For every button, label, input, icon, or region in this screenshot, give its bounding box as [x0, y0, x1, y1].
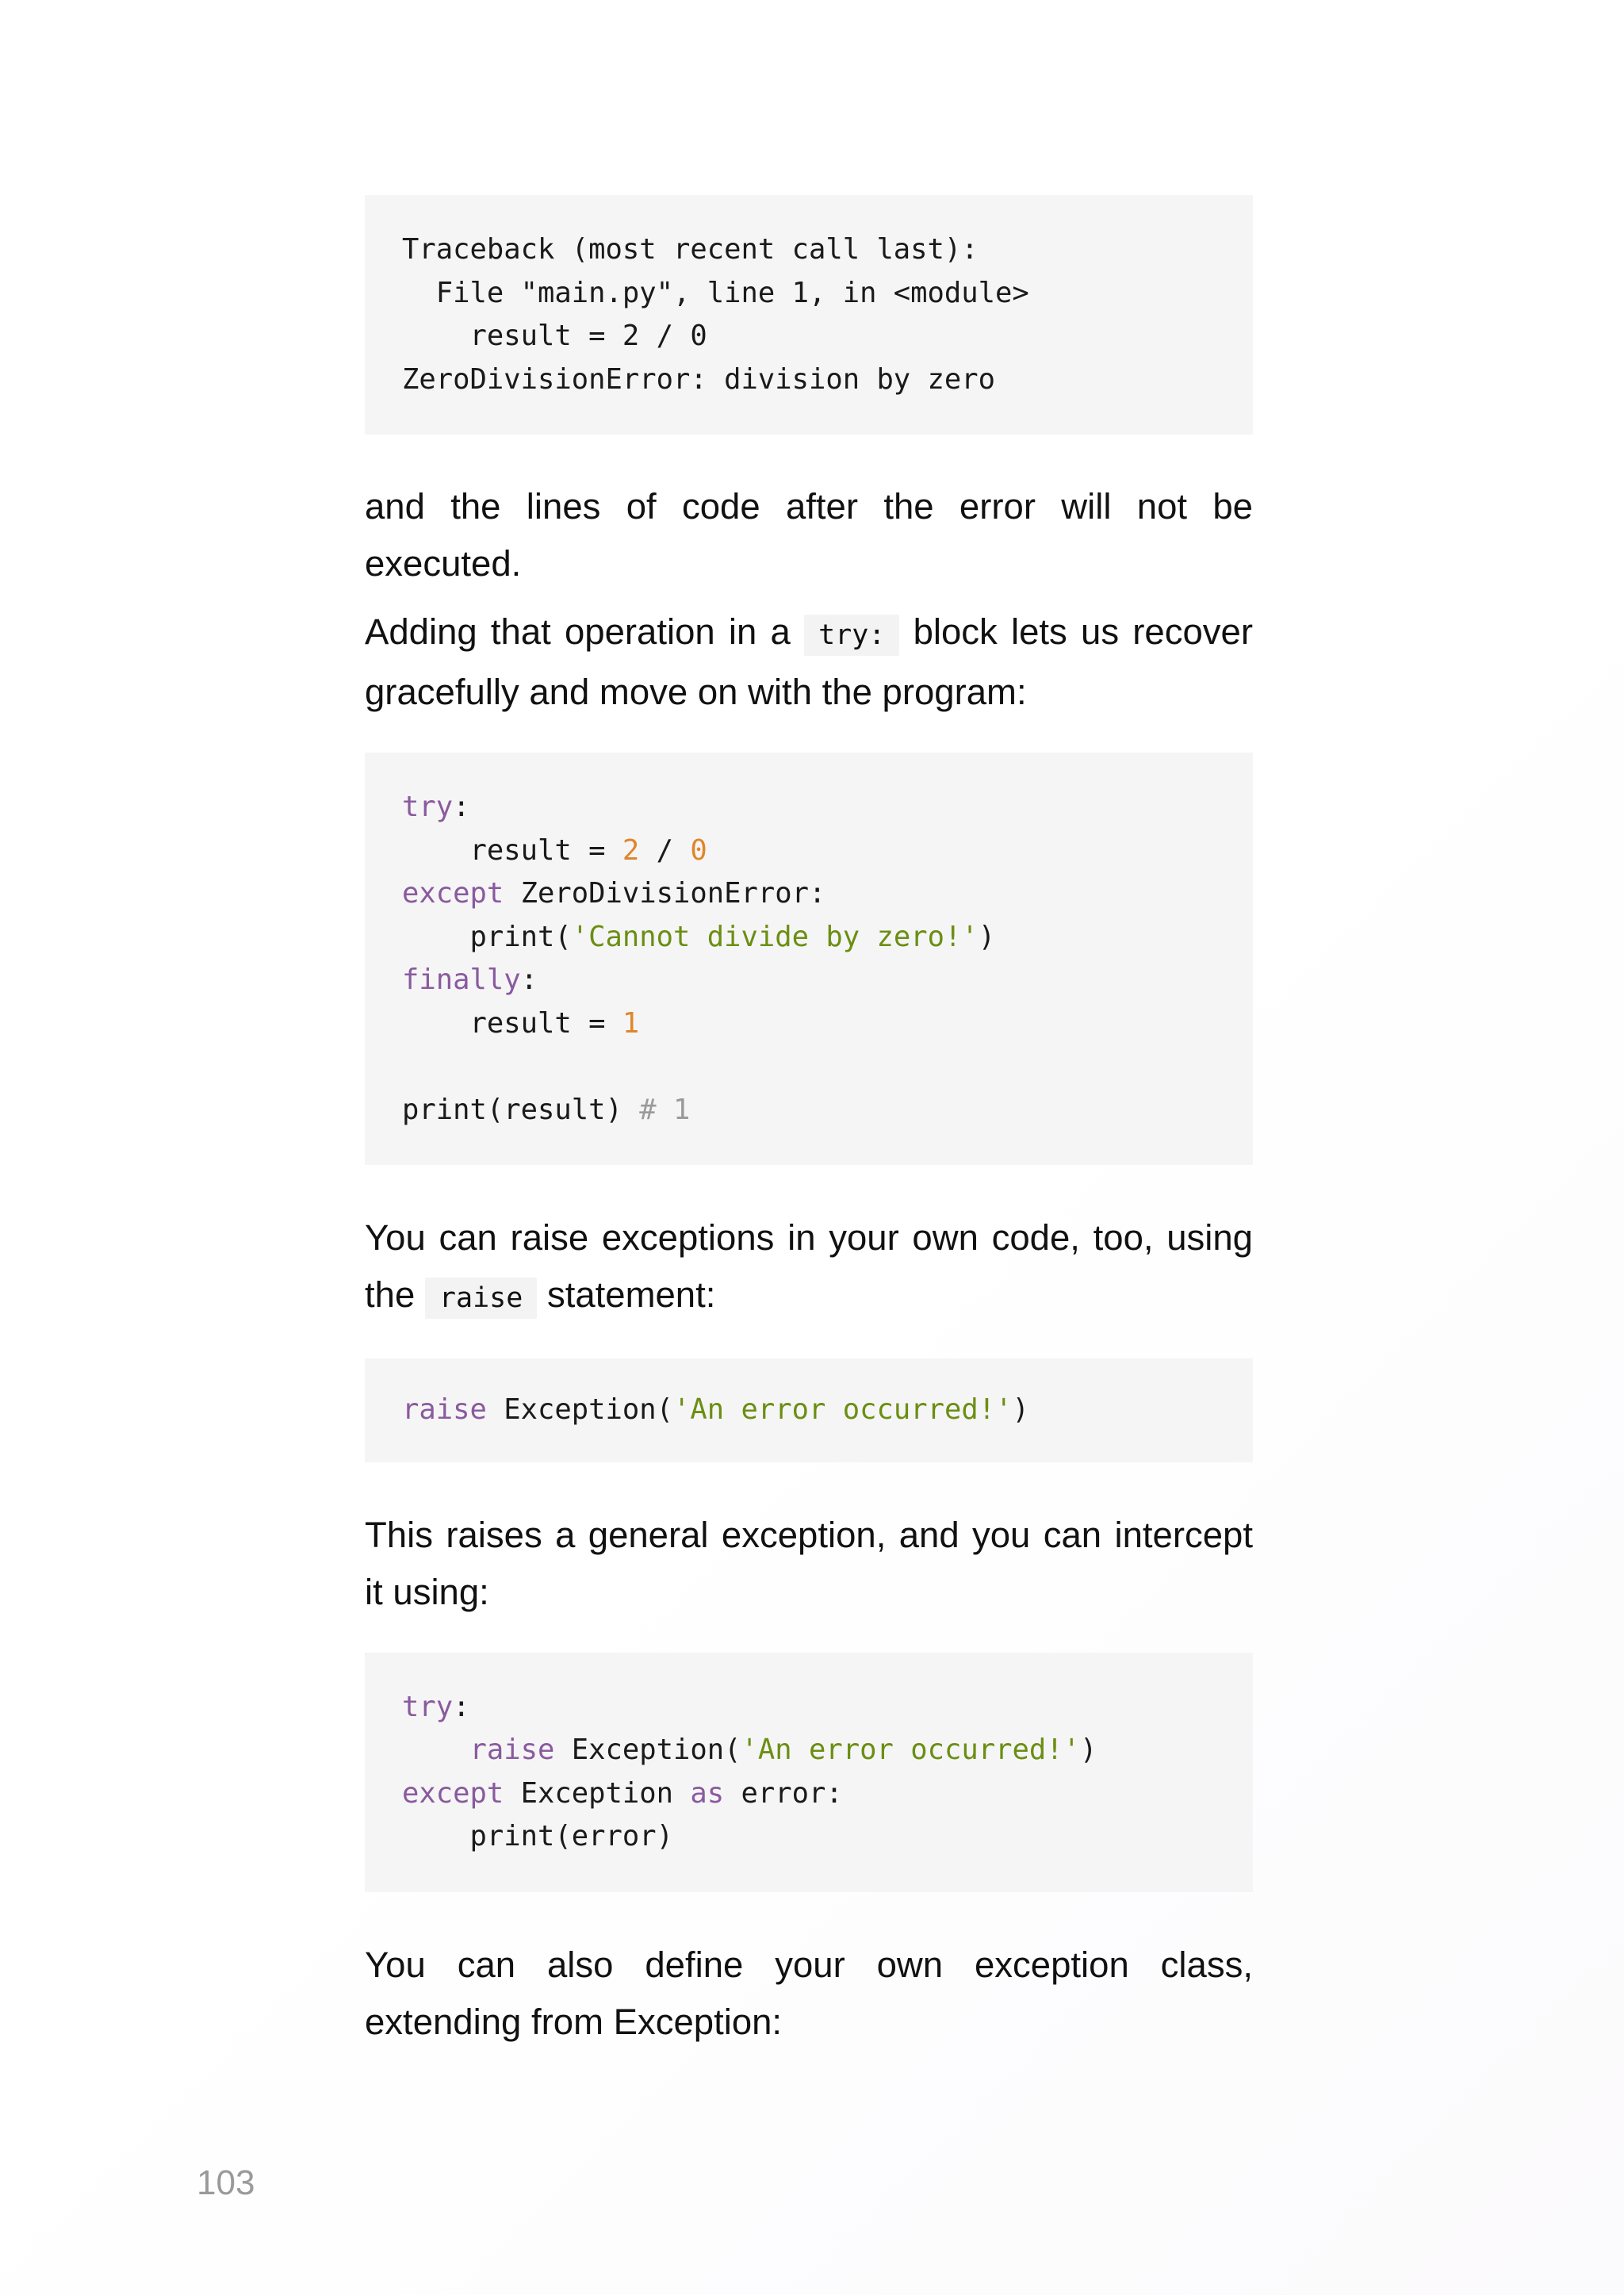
- inline-code-raise: raise: [425, 1278, 537, 1319]
- code-block-raise: [365, 1358, 1253, 1462]
- code-line: ZeroDivisionError: division by zero: [402, 362, 996, 396]
- code-token: :: [453, 791, 470, 823]
- number: 0: [690, 833, 707, 867]
- code-line: [402, 1089, 1216, 1132]
- keyword: except: [402, 877, 504, 910]
- code-line: File "main.py", line 1, in <module>: [402, 276, 1029, 309]
- code-line: [402, 1389, 1216, 1432]
- paragraph-text: Adding that operation in a: [365, 611, 791, 652]
- code-line: [402, 1815, 1216, 1859]
- code-token: result =: [469, 1006, 622, 1040]
- code-token: ): [978, 920, 996, 953]
- code-line: [402, 872, 1216, 916]
- indent: [402, 1820, 470, 1852]
- code-block-try-except: [365, 753, 1253, 1165]
- paragraph-error-not-executed: and the lines of code after the error will not be executed.: [365, 486, 1253, 584]
- code-line: [402, 916, 1216, 960]
- paragraph-raise-exceptions: [365, 1209, 1253, 1327]
- code-token: result =: [469, 833, 622, 867]
- code-line: result = 2 / 0: [402, 320, 707, 352]
- code-line: Traceback (most recent call last):: [402, 233, 979, 266]
- string: 'An error occurred!': [672, 1393, 1013, 1426]
- code-line: [402, 829, 1216, 873]
- indent: [402, 921, 470, 953]
- code-token: Exception: [504, 1776, 691, 1810]
- code-token: :: [520, 964, 538, 996]
- number: 2: [622, 833, 640, 867]
- code-token: ZeroDivisionError:: [504, 877, 826, 910]
- paragraph-text: block lets us recover gracefully and move on with the program:: [365, 611, 1253, 712]
- keyword: raise: [402, 1393, 487, 1426]
- comment: # 1: [639, 1093, 691, 1126]
- string: 'An error occurred!': [741, 1734, 1080, 1766]
- code-token: ): [1012, 1393, 1029, 1426]
- code-token: error:: [724, 1776, 843, 1810]
- code-token: print(: [469, 920, 572, 953]
- page-content: [365, 195, 1253, 2051]
- keyword: finally: [402, 964, 521, 996]
- page-number: 103: [197, 2163, 255, 2202]
- keyword: raise: [469, 1734, 555, 1766]
- code-token: Exception(: [554, 1734, 741, 1766]
- code-token: /: [639, 833, 691, 867]
- paragraph-custom-exception: You can also define your own exception class, extending from Exception:: [365, 1944, 1253, 2042]
- code-line: [402, 786, 1216, 829]
- paragraph-text: You can raise exceptions in your own code, too, using the: [365, 1217, 1253, 1315]
- code-line: [402, 1686, 1216, 1730]
- code-token: print(error): [469, 1820, 673, 1852]
- code-line: [402, 1772, 1216, 1816]
- string: 'Cannot divide by zero!': [571, 920, 979, 953]
- indent: [402, 1007, 470, 1040]
- keyword: except: [402, 1776, 504, 1810]
- code-block-traceback: [365, 195, 1253, 435]
- code-line: [402, 959, 1216, 1002]
- code-token: ): [1079, 1734, 1097, 1766]
- code-token: print(result): [402, 1093, 640, 1126]
- inline-code-try: try:: [804, 615, 899, 656]
- code-token: Exception(: [486, 1393, 673, 1426]
- keyword: as: [690, 1776, 725, 1810]
- paragraph-try-block: [365, 603, 1253, 721]
- code-block-try-raise: [365, 1653, 1253, 1892]
- paragraph-text: statement:: [546, 1274, 716, 1315]
- code-line: [402, 1729, 1216, 1772]
- paragraph-general-exception: This raises a general exception, and you can intercept it using:: [365, 1514, 1253, 1612]
- indent: [402, 834, 470, 867]
- code-line: [402, 1002, 1216, 1046]
- keyword: try: [402, 791, 454, 823]
- number: 1: [622, 1006, 640, 1040]
- indent: [402, 1734, 470, 1766]
- code-line-blank: [402, 1045, 1216, 1089]
- keyword: try: [402, 1690, 454, 1723]
- code-token: :: [453, 1690, 470, 1723]
